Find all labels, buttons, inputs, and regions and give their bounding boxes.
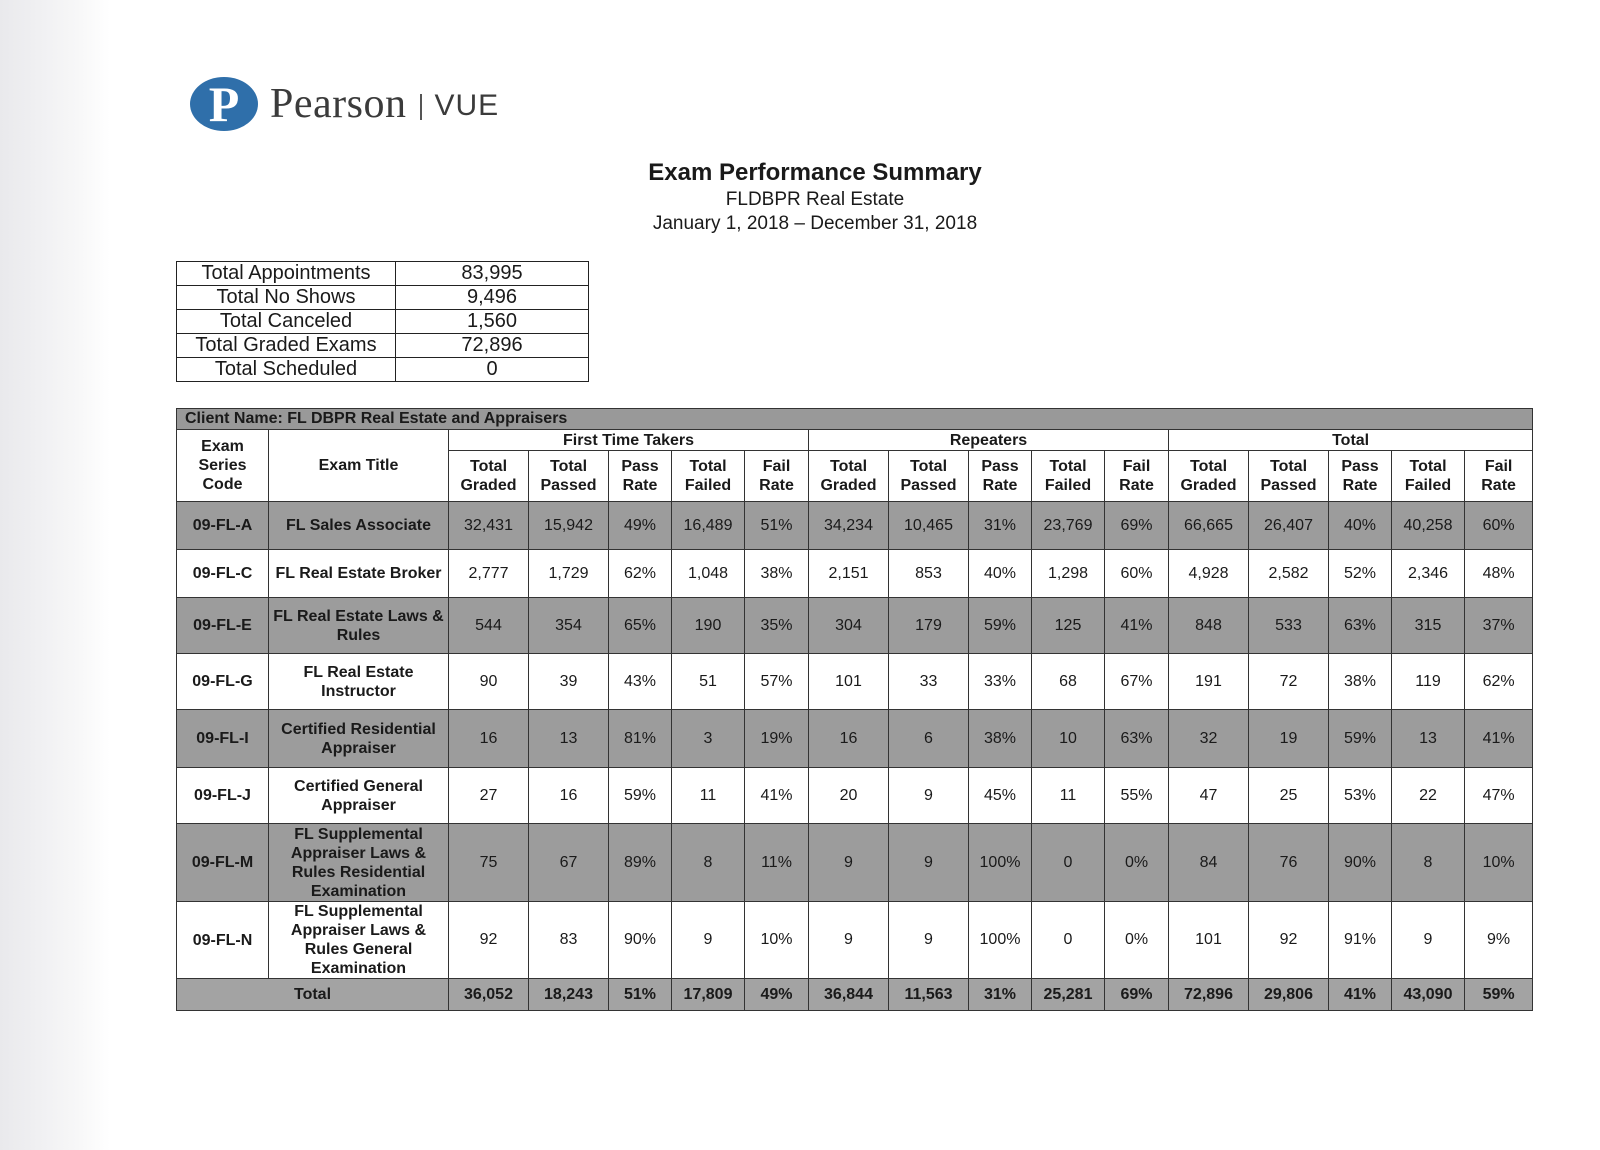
total-cell: 17,809: [672, 979, 745, 1011]
total-cell: 31%: [969, 979, 1032, 1011]
table-cell: 53%: [1329, 768, 1392, 824]
table-cell: 40%: [1329, 502, 1392, 550]
table-cell: 125: [1032, 598, 1105, 654]
table-cell: 179: [889, 598, 969, 654]
exam-code: 09-FL-M: [177, 824, 269, 902]
total-cell: 69%: [1105, 979, 1169, 1011]
table-cell: 9: [889, 768, 969, 824]
report-date-range: January 1, 2018 – December 31, 2018: [652, 213, 978, 234]
table-cell: 75: [449, 824, 529, 902]
table-cell: 6: [889, 710, 969, 768]
table-cell: 62%: [609, 550, 672, 598]
total-header: Total: [1169, 430, 1533, 451]
sub-header: Total Graded: [809, 451, 889, 502]
table-cell: 11: [672, 768, 745, 824]
table-cell: 90%: [609, 902, 672, 979]
table-cell: 60%: [1465, 502, 1533, 550]
table-cell: 52%: [1329, 550, 1392, 598]
summary-row: [177, 262, 589, 286]
summary-label: Total Scheduled: [177, 358, 396, 382]
exam-code: 09-FL-I: [177, 710, 269, 768]
first-time-takers-header: First Time Takers: [449, 430, 809, 451]
sub-header: Total Graded: [449, 451, 529, 502]
total-cell: 25,281: [1032, 979, 1105, 1011]
table-cell: 51%: [745, 502, 809, 550]
table-cell: 63%: [1105, 710, 1169, 768]
logo-product: VUE: [434, 89, 500, 122]
table-cell: 0%: [1105, 902, 1169, 979]
table-cell: 16: [529, 768, 609, 824]
summary-label: Total Graded Exams: [177, 334, 396, 358]
table-cell: 83: [529, 902, 609, 979]
table-cell: 67: [529, 824, 609, 902]
summary-row: [177, 358, 589, 382]
exam-code: 09-FL-C: [177, 550, 269, 598]
table-cell: 48%: [1465, 550, 1533, 598]
table-cell: 3: [672, 710, 745, 768]
table-cell: 100%: [969, 824, 1032, 902]
logo-name: Pearson: [270, 81, 407, 127]
table-cell: 22: [1392, 768, 1465, 824]
table-cell: 91%: [1329, 902, 1392, 979]
table-cell: 19: [1249, 710, 1329, 768]
sub-header: Total Passed: [889, 451, 969, 502]
table-cell: 68: [1032, 654, 1105, 710]
report-title: Exam Performance Summary: [648, 159, 982, 186]
table-cell: 2,151: [809, 550, 889, 598]
summary-row: [177, 286, 589, 310]
table-cell: 533: [1249, 598, 1329, 654]
table-cell: 1,048: [672, 550, 745, 598]
table-cell: 11: [1032, 768, 1105, 824]
exam-title: FL Real Estate Laws & Rules: [269, 598, 449, 654]
table-cell: 45%: [969, 768, 1032, 824]
table-cell: 27: [449, 768, 529, 824]
table-cell: 100%: [969, 902, 1032, 979]
sub-header: Total Failed: [1392, 451, 1465, 502]
table-cell: 32,431: [449, 502, 529, 550]
table-cell: 31%: [969, 502, 1032, 550]
table-cell: 101: [1169, 902, 1249, 979]
total-cell: 36,844: [809, 979, 889, 1011]
sub-header: Pass Rate: [1329, 451, 1392, 502]
total-label: Total: [177, 979, 449, 1011]
table-cell: 90%: [1329, 824, 1392, 902]
table-cell: 0%: [1105, 824, 1169, 902]
table-cell: 55%: [1105, 768, 1169, 824]
exam-title: FL Real Estate Broker: [269, 550, 449, 598]
table-cell: 2,346: [1392, 550, 1465, 598]
table-cell: 40%: [969, 550, 1032, 598]
total-cell: 36,052: [449, 979, 529, 1011]
total-cell: 49%: [745, 979, 809, 1011]
table-cell: 20: [809, 768, 889, 824]
sub-header: Total Failed: [1032, 451, 1105, 502]
sub-header: Pass Rate: [969, 451, 1032, 502]
table-row: [177, 824, 1533, 902]
table-row: [177, 598, 1533, 654]
table-cell: 119: [1392, 654, 1465, 710]
exam-title: FL Sales Associate: [269, 502, 449, 550]
summary-label: Total Canceled: [177, 310, 396, 334]
table-cell: 15,942: [529, 502, 609, 550]
exam-title: FL Supplemental Appraiser Laws & Rules General Examination: [269, 902, 449, 979]
table-cell: 354: [529, 598, 609, 654]
sub-header: Fail Rate: [1465, 451, 1533, 502]
table-cell: 9: [672, 902, 745, 979]
table-cell: 191: [1169, 654, 1249, 710]
table-cell: 101: [809, 654, 889, 710]
table-cell: 38%: [969, 710, 1032, 768]
table-row: [177, 710, 1533, 768]
appointment-summary-table: [176, 261, 589, 382]
table-cell: 38%: [1329, 654, 1392, 710]
table-cell: 315: [1392, 598, 1465, 654]
table-cell: 853: [889, 550, 969, 598]
table-row: [177, 654, 1533, 710]
exam-title: Certified Residential Appraiser: [269, 710, 449, 768]
table-cell: 41%: [745, 768, 809, 824]
total-cell: 51%: [609, 979, 672, 1011]
table-cell: 9: [889, 824, 969, 902]
summary-label: Total Appointments: [177, 262, 396, 286]
table-cell: 9: [889, 902, 969, 979]
total-cell: 11,563: [889, 979, 969, 1011]
table-cell: 0: [1032, 902, 1105, 979]
exam-title: Certified General Appraiser: [269, 768, 449, 824]
table-cell: 49%: [609, 502, 672, 550]
table-cell: 62%: [1465, 654, 1533, 710]
table-cell: 16: [449, 710, 529, 768]
table-cell: 9%: [1465, 902, 1533, 979]
table-cell: 23,769: [1032, 502, 1105, 550]
table-row: [177, 902, 1533, 979]
exam-title: FL Real Estate Instructor: [269, 654, 449, 710]
table-cell: 9: [809, 902, 889, 979]
summary-value: 9,496: [396, 286, 589, 310]
table-cell: 84: [1169, 824, 1249, 902]
summary-value: 72,896: [396, 334, 589, 358]
table-cell: 8: [1392, 824, 1465, 902]
sub-header: Fail Rate: [1105, 451, 1169, 502]
sub-header: Fail Rate: [745, 451, 809, 502]
table-cell: 47%: [1465, 768, 1533, 824]
table-cell: 25: [1249, 768, 1329, 824]
table-cell: 81%: [609, 710, 672, 768]
table-cell: 92: [449, 902, 529, 979]
summary-value: 0: [396, 358, 589, 382]
table-cell: 16: [809, 710, 889, 768]
sub-header: Total Passed: [529, 451, 609, 502]
table-cell: 32: [1169, 710, 1249, 768]
sub-header: Total Failed: [672, 451, 745, 502]
exam-code: 09-FL-N: [177, 902, 269, 979]
page-edge-shadow: [0, 0, 110, 1150]
sub-header: Pass Rate: [609, 451, 672, 502]
sub-header: Total Graded: [1169, 451, 1249, 502]
total-cell: 29,806: [1249, 979, 1329, 1011]
table-cell: 2,777: [449, 550, 529, 598]
exam-performance-table: [176, 408, 1533, 1011]
summary-label: Total No Shows: [177, 286, 396, 310]
table-cell: 59%: [609, 768, 672, 824]
pearson-p-icon: P: [190, 77, 258, 131]
summary-row: [177, 310, 589, 334]
table-cell: 37%: [1465, 598, 1533, 654]
summary-value: 1,560: [396, 310, 589, 334]
client-name: Client Name: FL DBPR Real Estate and Appraisers: [177, 409, 1533, 430]
logo-divider: [420, 94, 422, 120]
table-cell: 51: [672, 654, 745, 710]
table-cell: 13: [1392, 710, 1465, 768]
exam-code: 09-FL-E: [177, 598, 269, 654]
table-cell: 47: [1169, 768, 1249, 824]
table-cell: 59%: [1329, 710, 1392, 768]
table-cell: 8: [672, 824, 745, 902]
table-cell: 60%: [1105, 550, 1169, 598]
table-row: [177, 768, 1533, 824]
table-cell: 9: [809, 824, 889, 902]
table-cell: 63%: [1329, 598, 1392, 654]
table-cell: 190: [672, 598, 745, 654]
table-cell: 2,582: [1249, 550, 1329, 598]
repeaters-header: Repeaters: [809, 430, 1169, 451]
table-cell: 544: [449, 598, 529, 654]
table-cell: 19%: [745, 710, 809, 768]
table-cell: 13: [529, 710, 609, 768]
total-cell: 72,896: [1169, 979, 1249, 1011]
table-cell: 34,234: [809, 502, 889, 550]
table-cell: 1,298: [1032, 550, 1105, 598]
summary-row: [177, 334, 589, 358]
table-cell: 57%: [745, 654, 809, 710]
exam-title-header: Exam Title: [269, 430, 449, 502]
table-cell: 90: [449, 654, 529, 710]
table-row: [177, 502, 1533, 550]
exam-code: 09-FL-G: [177, 654, 269, 710]
report-subtitle: FLDBPR Real Estate: [725, 189, 905, 210]
exam-title: FL Supplemental Appraiser Laws & Rules Residential Examination: [269, 824, 449, 902]
table-cell: 848: [1169, 598, 1249, 654]
table-cell: 0: [1032, 824, 1105, 902]
sub-header: Total Passed: [1249, 451, 1329, 502]
table-cell: 304: [809, 598, 889, 654]
table-cell: 10%: [1465, 824, 1533, 902]
exam-code: 09-FL-A: [177, 502, 269, 550]
table-cell: 92: [1249, 902, 1329, 979]
table-cell: 40,258: [1392, 502, 1465, 550]
table-cell: 59%: [969, 598, 1032, 654]
exam-series-code-header: Exam Series Code: [177, 430, 269, 502]
table-cell: 35%: [745, 598, 809, 654]
table-cell: 41%: [1465, 710, 1533, 768]
table-cell: 33: [889, 654, 969, 710]
summary-value: 83,995: [396, 262, 589, 286]
report-header: [560, 158, 1070, 236]
table-cell: 38%: [745, 550, 809, 598]
table-cell: 4,928: [1169, 550, 1249, 598]
total-row: [177, 979, 1533, 1011]
table-cell: 76: [1249, 824, 1329, 902]
table-cell: 39: [529, 654, 609, 710]
total-cell: 41%: [1329, 979, 1392, 1011]
table-cell: 26,407: [1249, 502, 1329, 550]
exam-code: 09-FL-J: [177, 768, 269, 824]
table-cell: 72: [1249, 654, 1329, 710]
table-cell: 10,465: [889, 502, 969, 550]
table-cell: 10%: [745, 902, 809, 979]
total-cell: 59%: [1465, 979, 1533, 1011]
table-cell: 66,665: [1169, 502, 1249, 550]
table-cell: 89%: [609, 824, 672, 902]
table-cell: 41%: [1105, 598, 1169, 654]
total-cell: 43,090: [1392, 979, 1465, 1011]
pearson-vue-logo: [190, 76, 499, 132]
table-row: [177, 550, 1533, 598]
total-cell: 18,243: [529, 979, 609, 1011]
table-cell: 9: [1392, 902, 1465, 979]
table-cell: 1,729: [529, 550, 609, 598]
table-cell: 16,489: [672, 502, 745, 550]
table-cell: 33%: [969, 654, 1032, 710]
table-cell: 69%: [1105, 502, 1169, 550]
table-cell: 65%: [609, 598, 672, 654]
table-cell: 10: [1032, 710, 1105, 768]
table-cell: 43%: [609, 654, 672, 710]
table-cell: 11%: [745, 824, 809, 902]
table-cell: 67%: [1105, 654, 1169, 710]
